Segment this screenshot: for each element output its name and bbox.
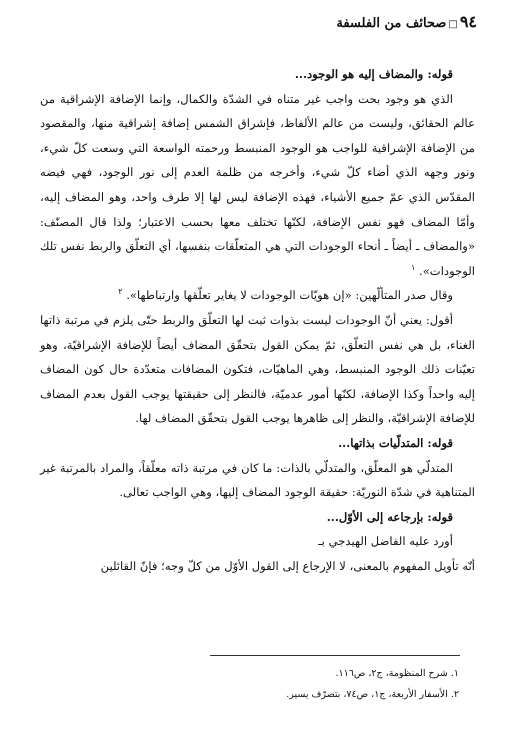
quote-lemma-3: قوله: بإرجاعه إلى الأوّل... xyxy=(326,509,453,524)
page-number: ٩٤ xyxy=(459,12,477,31)
paragraph-6 xyxy=(40,456,475,505)
paragraph-3-text: وقال صدر المتألّهين: «إن هويّات الوجودات لا يغاير تعلّقها وارتباطها». xyxy=(126,288,453,303)
paragraph-6-text: المتدلّي هو المعلّق، والمتدلّي بالذات: ما كان في مرتبة ذاته معلّقاً، والمراد بالمرتبة غير المتناهية في شدّة النوريّة: حقيقة الوجود المضاف إليها، وهي الواجب تعالى. xyxy=(40,460,475,500)
footnote-divider xyxy=(210,655,460,656)
paragraph-4 xyxy=(40,308,475,431)
paragraph-heading-5 xyxy=(40,431,475,456)
paragraph-8-text: أورد عليه الفاضل الهيدجي بـ xyxy=(318,534,453,549)
paragraph-9 xyxy=(40,554,475,579)
paragraph-2-text: الذي هو وجود بحت واجب غير متناه في الشدّة والكمال، وإنما الإضافة الإشراقية من عالم الحقائق، وليست من عالم الألفاظ، فإشراق الشمس إضافة إشراقية منها، والمقصود من الإضافة الإشراقية للواجب هو الوجود المنبسط ورحمته الواسعة التي وسعت كلّ شيء، ونور وجهه الذي أضاء كلّ شيء، وأخرجه من ظلمة العدم إلى نور الوجود، فهي فيضه المقدّس الذي عمّ جميع الأشياء، فهذه الإضافة ليس لها إلا طرف واحد، وهو المضاف إليه، وأمّا المضاف فهو نفس الإضافة، لكنّها تختلف معها بحسب الاعتبار؛ ولذا قال المصنّف: «والمضاف ـ أيضاً ـ أنحاء الوجودات التي هي المتعلّقات بنفسها، أي التعلّق والربط نفس تلك الوجودات». xyxy=(40,91,475,278)
main-text xyxy=(40,62,475,578)
footnote-2: ٢. الأسفار الأربعة، ج١، ص٧٤، بتصرّف يسير. xyxy=(286,689,459,700)
quote-lemma-1: قوله: والمضاف إليه هو الوجود... xyxy=(294,67,453,81)
footnote-ref-2[interactable]: ٢ xyxy=(118,287,123,297)
paragraph-4-text: أقول: يعني أنّ الوجودات ليست بذوات ثبت لها التعلّق والربط حتّى يلزم في مرتبة ذاتها الغناء، بل هي نفس التعلّق، ثمّ يمكن القول بتحقّق المضاف أيضاً للإضافة الإشراقيّة، وهو تعيّنات ذلك الوجود المنبسط، وهي الماهيّات، فتكون المضافات متعدّدة حال كون المضاف إليه واحداً وكذا الإضافة، لكنّها أمور عدميّة، فالنظر إلى حقيقتها يوجب القول بعدم المضاف للإضافة الإشراقيّة، والنظر إلى ظاهرها يوجب القول بتحقّق المضاف لها. xyxy=(40,312,475,426)
paragraph-3 xyxy=(40,283,475,308)
footnote-1: ١. شرح المنظومة، ج٢، ص١١٦. xyxy=(335,668,459,679)
square-ornament-icon: □ xyxy=(448,19,458,30)
paragraph-heading-1 xyxy=(40,62,475,87)
paragraph-8 xyxy=(40,529,475,554)
paragraph-9-text: أنّه تأويل المفهوم بالمعنى، لا الإرجاع إلى القول الأوّل من كلّ وجه؛ فإنّ القائلين xyxy=(100,558,475,573)
quote-lemma-2: قوله: المتدلّيات بذاتها... xyxy=(338,435,453,450)
footnote-ref-1[interactable]: ١ xyxy=(411,262,416,272)
running-header xyxy=(40,12,477,35)
paragraph-heading-7 xyxy=(40,505,475,530)
footnotes xyxy=(40,663,459,705)
running-title: صحائف من الفلسفة xyxy=(336,16,447,31)
paragraph-2 xyxy=(40,87,475,284)
